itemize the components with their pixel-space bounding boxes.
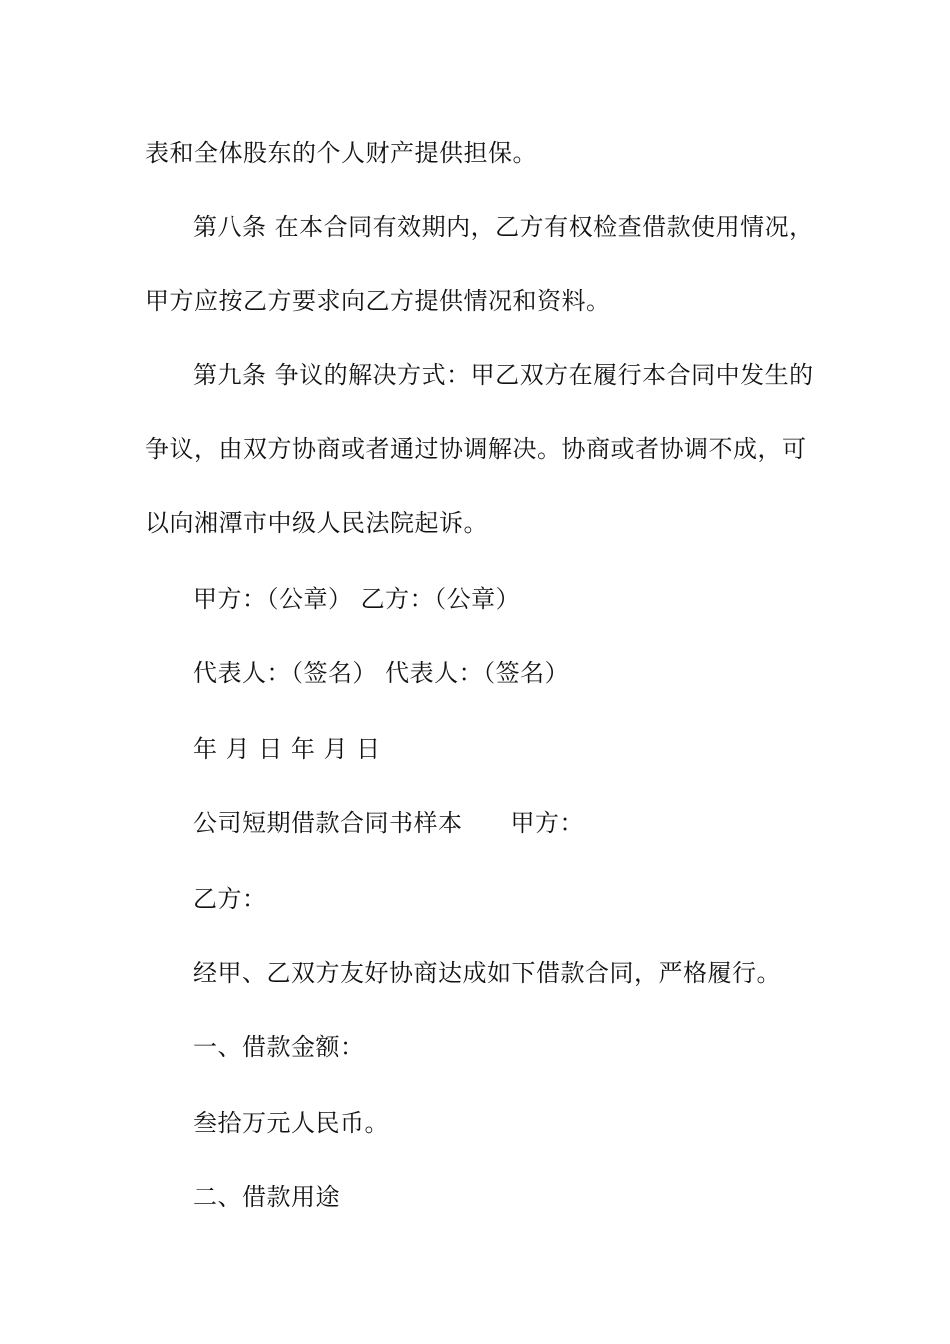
party-a-label: 甲方： — [510, 809, 584, 837]
signature-line: 代表人：（签名） 代表人：（签名） — [193, 659, 570, 687]
preamble-line: 经甲、乙双方友好协商达成如下借款合同，严格履行。 — [193, 959, 781, 987]
article-8-line-2: 甲方应按乙方要求向乙方提供情况和资料。 — [145, 287, 611, 315]
seal-line: 甲方：（公章） 乙方：（公章） — [193, 585, 521, 613]
party-b-label: 乙方： — [193, 885, 267, 913]
article-9-line-2: 争议，由双方协商或者通过协调解决。协商或者协调不成，可 — [145, 435, 807, 463]
section-2-heading: 二、借款用途 — [193, 1183, 340, 1211]
paragraph-line-1: 表和全体股东的个人财产提供担保。 — [145, 139, 537, 167]
section-1-heading: 一、借款金额： — [193, 1033, 365, 1061]
article-9-line-1: 第九条 争议的解决方式：甲乙双方在履行本合同中发生的 — [193, 361, 814, 389]
article-8-line-1: 第八条 在本合同有效期内，乙方有权检查借款使用情况， — [193, 213, 814, 241]
date-line: 年 月 日 年 月 日 — [193, 735, 381, 763]
contract-title: 公司短期借款合同书样本 — [193, 809, 463, 837]
article-9-line-3: 以向湘潭市中级人民法院起诉。 — [145, 509, 488, 537]
loan-amount-text: 叁拾万元人民币。 — [193, 1109, 389, 1137]
contract-title-line — [193, 808, 584, 838]
